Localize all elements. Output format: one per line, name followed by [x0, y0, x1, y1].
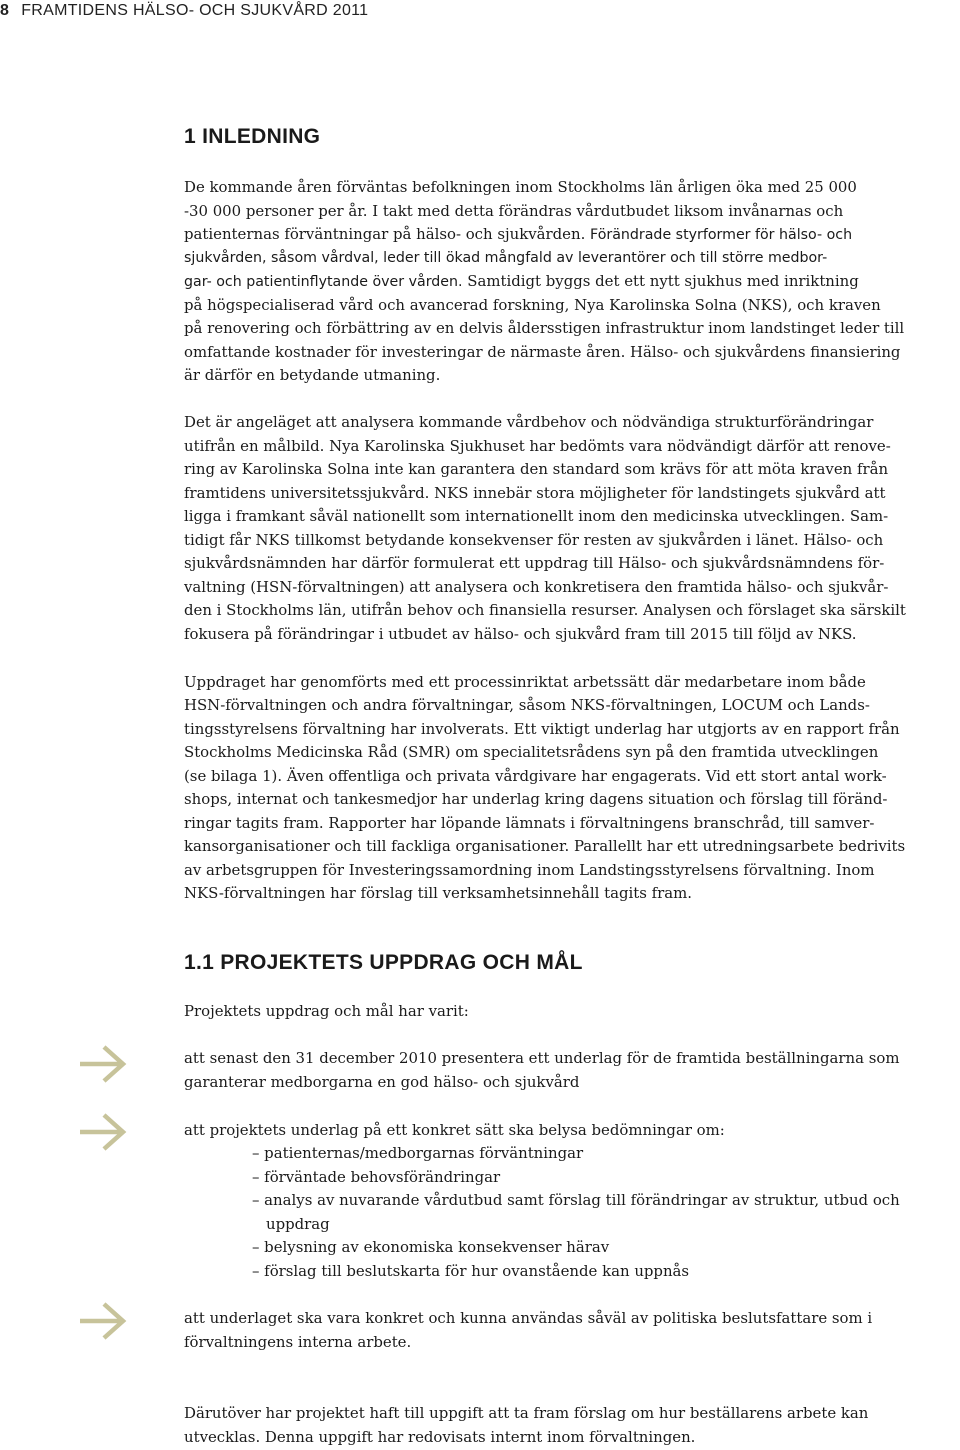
- section-heading-projektets-uppdrag: 1.1 PROJEKTETS UPPDRAG OCH MÅL: [184, 951, 583, 974]
- text-line: ringar tagits fram. Rapporter har löpande lämnats i förvaltningens branschråd, till samver-: [184, 814, 875, 832]
- text-line: utvecklas. Denna uppgift har redovisats internt inom förvaltningen.: [184, 1428, 696, 1446]
- text-line: på renovering och förbättring av en delvis åldersstigen infrastruktur inom landstinget leder till: [184, 319, 905, 337]
- running-title: FRAMTIDENS HÄLSO- OCH SJUKVÅRD 2011: [21, 2, 369, 19]
- text-line: kansorganisationer och till fackliga organisationer. Parallellt har ett utredningsarbete bedrivits: [184, 837, 906, 855]
- sub-item: – belysning av ekonomiska konsekvenser härav: [252, 1238, 610, 1256]
- list-intro: Projektets uppdrag och mål har varit:: [184, 1002, 469, 1020]
- text-line: garanterar medborgarna en god hälso- och sjukvård: [184, 1073, 580, 1091]
- text-line: tingsstyrelsens förvaltning har involverats. Ett viktigt underlag har utgjorts av en rapport från: [184, 720, 900, 738]
- text-line: att senast den 31 december 2010 presentera ett underlag för de framtida beställningarna som: [184, 1049, 900, 1067]
- text-line: att projektets underlag på ett konkret sätt ska belysa bedömningar om:: [184, 1121, 725, 1139]
- text-line: HSN-förvaltningen och andra förvaltningar, såsom NKS-förvaltningen, LOCUM och Lands-: [184, 696, 870, 714]
- text-line: Det är angeläget att analysera kommande vårdbehov och nödvändiga strukturförändringar: [184, 413, 874, 431]
- text-line: sjukvårdsnämnden har därför formulerat ett uppdrag till Hälso- och sjukvårdsnämndens för-: [184, 554, 885, 572]
- text-line: framtidens universitetssjukvård. NKS innebär stora möjligheter för landstingets sjukvård att: [184, 484, 886, 502]
- text-line: De kommande åren förväntas befolkningen inom Stockholms län årligen öka med 25 000: [184, 178, 857, 196]
- text-line: Uppdraget har genomförts med ett processinriktat arbetssätt där medarbetare inom både: [184, 673, 866, 691]
- text-line: utifrån en målbild. Nya Karolinska Sjukhuset har bedömts vara nödvändigt därför att renove-: [184, 437, 891, 455]
- text-line: ligga i framkant såväl nationellt som internationellt inom den medicinska utvecklingen. Sam-: [184, 507, 889, 525]
- text-line: tidigt får NKS tillkomst betydande konsekvenser för resten av sjukvården i länet. Hälso- och: [184, 531, 884, 549]
- page-number: 8: [0, 2, 10, 19]
- text-line: fokusera på förändringar i utbudet av hälso- och sjukvård fram till 2015 till följd av NKS.: [184, 625, 857, 643]
- arrow-right-icon: [76, 1301, 128, 1341]
- text-line: Därutöver har projektet haft till uppgift att ta fram förslag om hur beställarens arbete kan: [184, 1404, 869, 1422]
- running-header: [0, 2, 368, 20]
- text-span: Förändrade styrformer för hälso- och: [590, 227, 853, 243]
- sub-item-continuation: uppdrag: [266, 1215, 330, 1233]
- text-line: på högspecialiserad vård och avancerad forskning, Nya Karolinska Solna (NKS), och kraven: [184, 296, 881, 314]
- text-line: förvaltningens interna arbete.: [184, 1333, 412, 1351]
- text-line: sjukvården, såsom vårdval, leder till ökad mångfald av leverantörer och till större medbor-: [184, 250, 828, 266]
- text-line: att underlaget ska vara konkret och kunna användas såväl av politiska beslutsfattare som i: [184, 1309, 873, 1327]
- text-span: patienternas förväntningar på hälso- och sjukvården.: [184, 225, 586, 243]
- sub-item: – analys av nuvarande vårdutbud samt förslag till förändringar av struktur, utbud och: [252, 1191, 900, 1209]
- text-line: den i Stockholms län, utifrån behov och finansiella resurser. Analysen och förslaget ska särskilt: [184, 601, 906, 619]
- text-line: av arbetsgruppen för Investeringssamordning inom Landstingsstyrelsens förvaltning. Inom: [184, 861, 875, 879]
- sub-item: – patienternas/medborgarnas förväntningar: [252, 1144, 584, 1162]
- text-line: är därför en betydande utmaning.: [184, 366, 441, 384]
- text-line: Stockholms Medicinska Råd (SMR) om specialitetsrådens syn på den framtida utvecklingen: [184, 743, 879, 761]
- section-heading-inledning: 1 INLEDNING: [184, 125, 321, 148]
- text-span: Samtidigt byggs det ett nytt sjukhus med inriktning: [467, 272, 859, 290]
- text-line: valtning (HSN-förvaltningen) att analysera och konkretisera den framtida hälso- och sjukvår-: [184, 578, 889, 596]
- text-line: shops, internat och tankesmedjor har underlag kring dagens situation och förslag till föränd-: [184, 790, 888, 808]
- text-line: (se bilaga 1). Även offentliga och privata vårdgivare har engagerats. Vid ett stort antal work-: [184, 767, 887, 785]
- text-line: NKS-förvaltningen har förslag till verksamhetsinnehåll tagits fram.: [184, 884, 693, 902]
- text-line: [184, 270, 859, 295]
- text-line: [184, 223, 852, 248]
- sub-item: – förslag till beslutskarta för hur ovanstående kan uppnås: [252, 1262, 690, 1280]
- text-span: gar- och patientinflytande över vården.: [184, 274, 463, 290]
- arrow-right-icon: [76, 1044, 128, 1084]
- sub-item: – förväntade behovsförändringar: [252, 1168, 501, 1186]
- text-line: ring av Karolinska Solna inte kan garantera den standard som krävs för att möta kraven från: [184, 460, 889, 478]
- text-line: -30 000 personer per år. I takt med detta förändras vårdutbudet liksom invånarnas och: [184, 202, 844, 220]
- arrow-right-icon: [76, 1112, 128, 1152]
- text-line: omfattande kostnader för investeringar de närmaste åren. Hälso- och sjukvårdens finansiering: [184, 343, 901, 361]
